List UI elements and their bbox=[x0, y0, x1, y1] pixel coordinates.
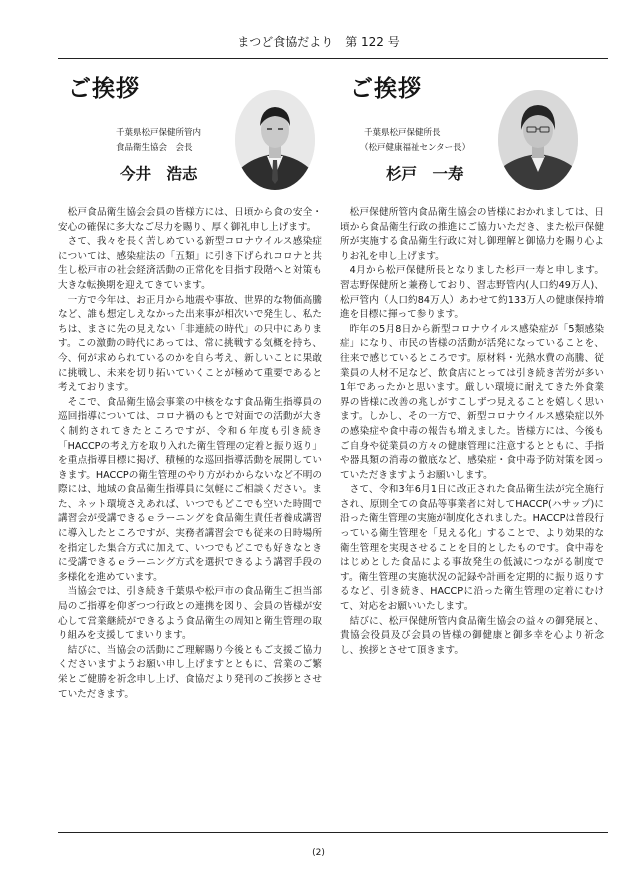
greeting-heading: ご挨拶 bbox=[68, 75, 140, 102]
paragraph: 松戸食品衛生協会会員の皆様方には、日頃から食の安全・安心の確保に多大なご尽力を賜り、厚く御礼申し上げます。 bbox=[58, 207, 322, 233]
director-name: 杉戸 一寿 bbox=[386, 165, 464, 183]
paragraph: 一方で今年は、お正月から地震や事故、世界的な物価高騰など、誰も想定しえなかった出来事が相次いで発生し、私たちは、まさに先の見えない「非連続の時代」の只中にあります。この激動の時代にあっては、常に挑戦する気概を持ち、今、何が求められているのかを自ら考え、新しいことに果敢に挑戦し、未来を切り拓いていくことが極めて重要であると考えております。 bbox=[58, 294, 322, 394]
affiliation-line-1: 千葉県松戸保健所管内 bbox=[116, 128, 202, 138]
affiliation-line-2: 食品衛生協会 会長 bbox=[116, 143, 193, 153]
chairman-name: 今井 浩志 bbox=[120, 165, 198, 183]
paragraph: 昨年の5月8日から新型コロナウイルス感染症が「5類感染症」になり、市民の皆様の活動が活発になっていることを、往来で感じているところです。原材料・光熱水費の高騰、従業員の人材不足など、飲食店にとっては引き続き苦労が多い1年であったかと思います。厳しい環境に耐えてきた外食業界の皆様に改善の兆しがすこしずつ見えることを嬉しく思います。しかし、その一方で、新型コロナウイルス感染症以外の感染症や食中毒の報告も増えました。皆様方には、今後もご自身や従業員の方々の健康管理に注意するとともに、手指や器具類の消毒の徹底など、感染症・食中毒予防対策を図っていただきますようお願いします。 bbox=[340, 323, 604, 481]
affiliation-line-2: （松戸健康福祉センター長） bbox=[360, 143, 471, 153]
paragraph: そこで、食品衛生協会事業の中核をなす食品衛生指導員の巡回指導については、コロナ禍のもとで対面での活動が大きく制約されてきたところですが、令和６年度も引き続き「HACCPの考え方を取り入れた衛生管理の定着と振り返り」を重点指導目標に掲げ、積極的な巡回指導活動を展開していきます。HACCPの衛生管理のやり方がわからないなど不明の際には、地域の食品衛生指導員に気軽にご相談ください。また、ネット環境さえあれば、いつでもどこでも空いた時間で講習会が受講できるｅラーニングを食品衛生責任者養成講習に導入したところですが、実務者講習会でも従来の日時場所を指定した集合方式に加えて、いつでもどこでも好きなときに受講できるｅラーニング方式を選択できるよう講習手段の多様化を進めています。 bbox=[58, 396, 322, 583]
affiliation-line-1: 千葉県松戸保健所長 bbox=[364, 128, 441, 138]
paragraph: 当協会では、引き続き千葉県や松戸市の食品衛生ご担当部局のご指導を仰ぎつつ行政との連携を図り、会員の皆様が安心して営業継続ができるよう食品衛生の周知と衛生管理の取り組みを支援してまいります。 bbox=[58, 586, 322, 642]
greeting-column-director bbox=[340, 68, 604, 828]
director-portrait bbox=[498, 90, 578, 190]
page-number: (2) bbox=[312, 848, 325, 858]
greeting-column-chairman bbox=[58, 68, 322, 828]
paragraph: 4月から松戸保健所長となりました杉戸一寿と申します。習志野保健所と兼務しており、習志野管内(人口約49万人)、松戸管内（人口約84万人）あわせて約133万人の健康保持増進を目標に揮って参ります。 bbox=[340, 265, 604, 321]
newsletter-header: まつど食協だより 第 122 号 bbox=[237, 35, 400, 49]
paragraph: さて、令和3年6月1日に改正された食品衛生法が完全施行され、原則全ての食品等事業者に対してHACCP(ハサップ)に沿った衛生管理の実施が制度化されました。HACCPは普段行っている衛生管理を「見える化」することで、より効果的な衛生管理を実現させることを目的としたものです。食中毒をはじめとした食品による事故発生の低減につながる制度です。衛生管理の実施状況の記録や計画を定期的に振り返りするなど、引き続き、HACCPに沿った衛生管理の定着にむけて、対応をお願いいたします。 bbox=[340, 484, 604, 613]
paragraph: 結びに、松戸保健所管内食品衛生協会の益々の御発展と、貴協会役員及び会員の皆様の御健康と御多幸を心より祈念し、挨拶とさせて頂きます。 bbox=[340, 615, 604, 656]
header-divider bbox=[58, 58, 608, 59]
footer-divider bbox=[58, 832, 608, 833]
director-greeting-text bbox=[340, 206, 604, 658]
paragraph: さて、我々を長く苦しめている新型コロナウイルス感染症については、感染症法の「五類」に引き下げられコロナと共生し松戸市の社会経済活動の正常化を目指す段階へと対策も大きな転換期を迎えてきています。 bbox=[58, 236, 322, 291]
greeting-heading: ご挨拶 bbox=[350, 75, 422, 102]
chairman-portrait bbox=[235, 90, 315, 190]
paragraph: 松戸保健所管内食品衛生協会の皆様におかれましては、日頃から食品衛生行政の推進にご協力いただき、また松戸保健所が実施する食品衛生行政に対し御理解と御協力を賜り心よりお礼を申し上げます。 bbox=[340, 207, 604, 262]
paragraph: 結びに、当協会の活動にご理解賜り今後ともご支援ご協力くださいますようお願い申し上げますとともに、営業のご繁栄とご健勝を祈念申し上げ、食協だより発刊のご挨拶とさせていただきます。 bbox=[58, 644, 322, 700]
chairman-greeting-text bbox=[58, 206, 322, 702]
